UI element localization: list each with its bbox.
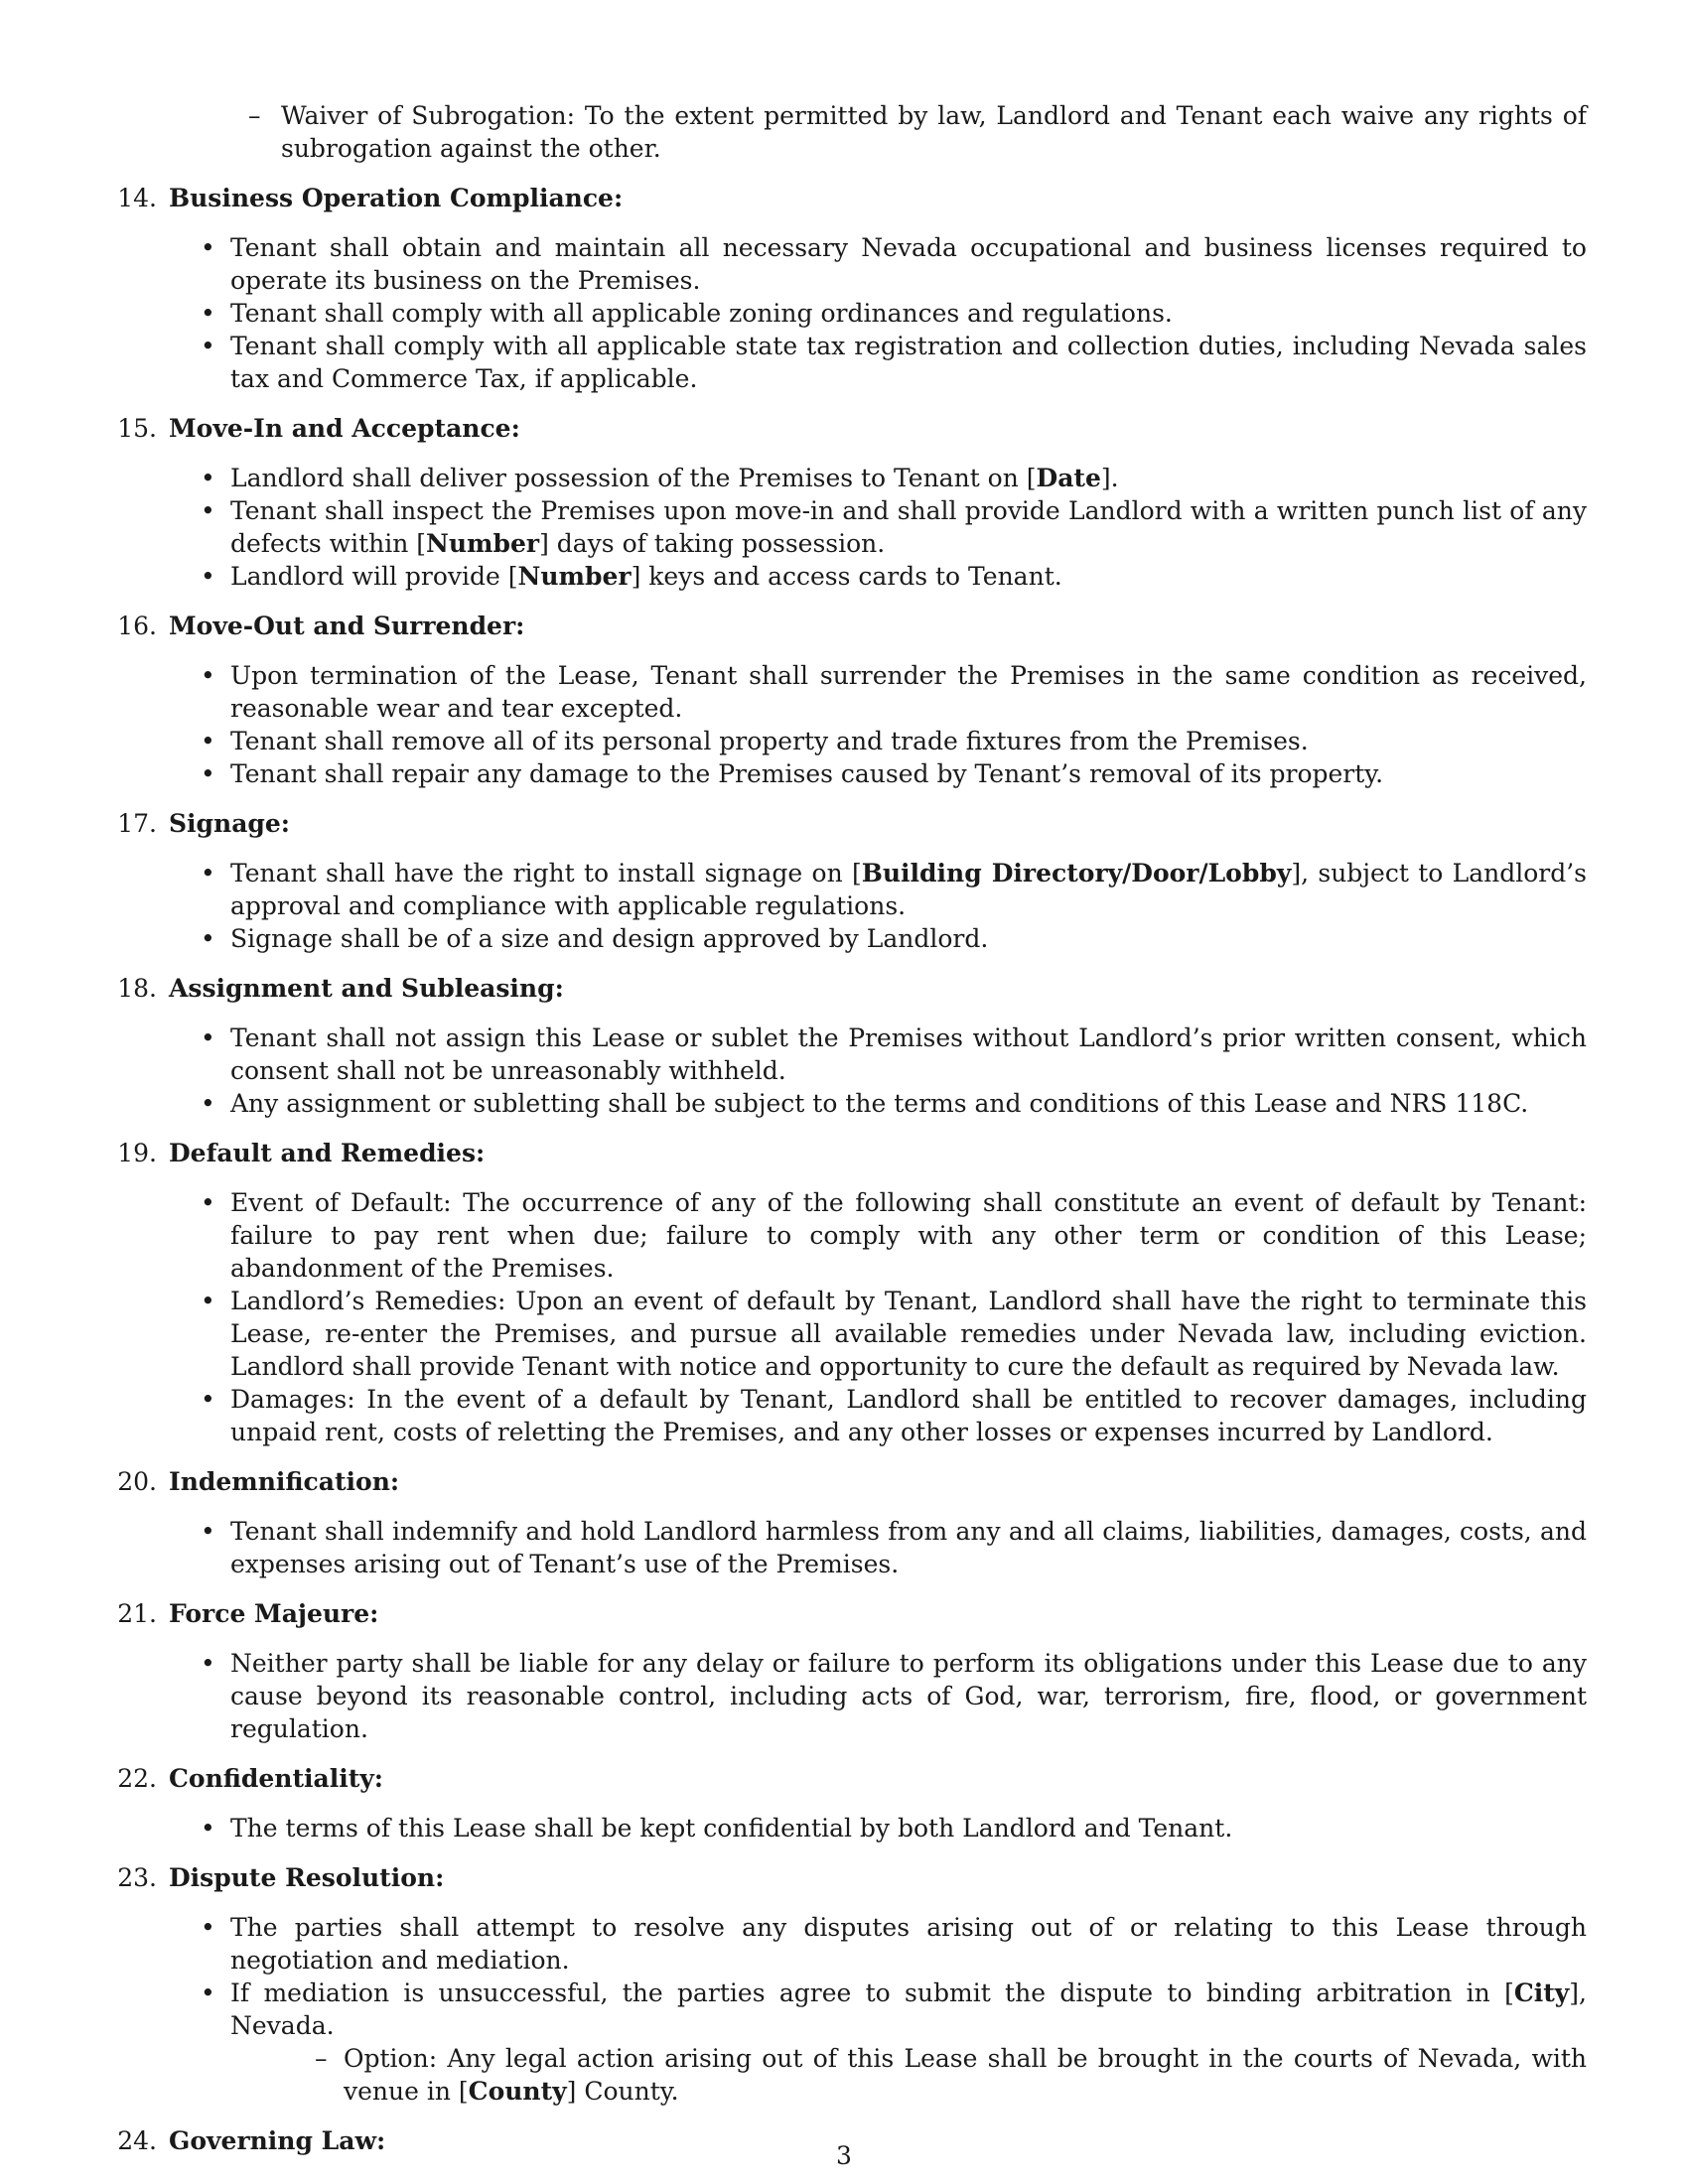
item-text-post: ], subject to Landlord’s approval and compliance with applicable regulations.	[230, 859, 1587, 920]
item-text-pre: If mediation is unsuccessful, the parties agree to submit the dispute to binding arbitration in [	[230, 1979, 1514, 2007]
bullet-marker: •	[201, 332, 215, 360]
item-text-post: ] County.	[566, 2077, 679, 2106]
list-item	[169, 659, 1587, 725]
item-text-post: ].	[1100, 464, 1119, 492]
lease-content	[117, 99, 1587, 2157]
section-heading	[117, 1465, 1587, 1498]
bullet-list	[169, 857, 1587, 955]
bullet-marker: •	[201, 859, 215, 887]
section-title: Business Operation Compliance:	[169, 184, 624, 212]
section-heading	[117, 972, 1587, 1005]
list-item	[169, 1383, 1587, 1448]
placeholder-field: Date	[1036, 464, 1101, 492]
bullet-marker: •	[201, 1814, 215, 1843]
item-text-post: ] keys and access cards to Tenant.	[631, 562, 1062, 591]
list-item	[169, 1812, 1587, 1844]
section-number: 15.	[117, 414, 157, 443]
section-20	[117, 1465, 1587, 1580]
section-heading	[117, 1137, 1587, 1169]
bullet-marker: •	[201, 562, 215, 591]
bullet-marker: •	[201, 1287, 215, 1315]
list-item	[169, 231, 1587, 297]
bullet-marker: •	[201, 1913, 215, 1942]
bullet-list	[169, 1515, 1587, 1580]
section-number: 14.	[117, 184, 157, 212]
placeholder-field: Number	[517, 562, 632, 591]
section-title: Assignment and Subleasing:	[169, 974, 564, 1003]
bullet-marker: •	[201, 1188, 215, 1217]
section-title: Default and Remedies:	[169, 1139, 486, 1167]
item-text: Landlord’s Remedies: Upon an event of default by Tenant, Landlord shall have the right to terminate this Lease, re-enter the Premises, and pursue all available remedies under Nevada law, including eviction. Landlord shall provide Tenant with notice and opportunity to cure the default as required by Nevada law.	[230, 1287, 1587, 1381]
bullet-marker: •	[201, 1385, 215, 1414]
item-text: Signage shall be of a size and design approved by Landlord.	[230, 924, 989, 953]
list-item	[169, 1515, 1587, 1580]
list-item	[169, 757, 1587, 790]
bullet-marker: •	[201, 233, 215, 262]
bullet-marker: •	[201, 1979, 215, 2007]
section-heading	[117, 1597, 1587, 1630]
section-title: Dispute Resolution:	[169, 1863, 445, 1892]
bullet-marker: •	[201, 496, 215, 525]
item-text: Tenant shall remove all of its personal property and trade fixtures from the Premises.	[230, 727, 1309, 755]
bullet-list	[169, 1022, 1587, 1120]
item-text: Tenant shall comply with all applicable zoning ordinances and regulations.	[230, 299, 1173, 328]
item-text: Tenant shall obtain and maintain all necessary Nevada occupational and business licenses required to operate its business on the Premises.	[230, 233, 1587, 295]
section-18	[117, 972, 1587, 1120]
list-item	[169, 560, 1587, 593]
item-text-pre: Landlord shall deliver possession of the Premises to Tenant on [	[230, 464, 1037, 492]
placeholder-field: Number	[426, 529, 540, 558]
list-item	[169, 297, 1587, 330]
item-text-pre: Option: Any legal action arising out of this Lease shall be brought in the courts of Nevada, with venue in [	[344, 2044, 1587, 2106]
section-heading	[117, 412, 1587, 445]
bullet-marker: •	[201, 1089, 215, 1118]
section-heading	[117, 807, 1587, 840]
bullet-list	[169, 462, 1587, 593]
section-23	[117, 1861, 1587, 2108]
bullet-marker: •	[201, 464, 215, 492]
section-number: 19.	[117, 1139, 157, 1167]
list-item	[169, 922, 1587, 955]
section-title: Governing Law:	[169, 2126, 386, 2155]
placeholder-field: Building Directory/Door/Lobby	[861, 859, 1292, 887]
list-item	[169, 1022, 1587, 1087]
section-heading	[117, 610, 1587, 642]
section-title: Signage:	[169, 809, 291, 838]
item-text-post: ], Nevada.	[230, 1979, 1587, 2040]
waiver-of-subrogation-text: Waiver of Subrogation: To the extent permitted by law, Landlord and Tenant each waive any rights of subrogation against the other.	[281, 101, 1587, 163]
section-number: 24.	[117, 2126, 157, 2155]
section-22	[117, 1762, 1587, 1844]
list-item	[169, 1977, 1587, 2108]
list-item	[169, 330, 1587, 395]
list-item	[169, 1647, 1587, 1745]
placeholder-field: County	[468, 2077, 567, 2106]
bullet-marker: •	[201, 759, 215, 788]
bullet-list	[169, 1812, 1587, 1844]
bullet-marker: •	[201, 924, 215, 953]
sub-list	[230, 2042, 1587, 2108]
bullet-marker: •	[201, 1024, 215, 1052]
list-item	[169, 857, 1587, 922]
item-text: Any assignment or subletting shall be subject to the terms and conditions of this Lease and NRS 118C.	[230, 1089, 1529, 1118]
bullet-list	[169, 659, 1587, 790]
bullet-marker: •	[201, 661, 215, 690]
bullet-list	[169, 1911, 1587, 2108]
placeholder-field: City	[1513, 1979, 1570, 2007]
section-number: 22.	[117, 1764, 157, 1793]
list-item	[169, 1087, 1587, 1120]
section-number: 20.	[117, 1467, 157, 1496]
section-21	[117, 1597, 1587, 1745]
list-item	[169, 1285, 1587, 1383]
section-number: 23.	[117, 1863, 157, 1892]
list-item	[169, 1186, 1587, 1285]
section-heading	[117, 1861, 1587, 1894]
section-number: 17.	[117, 809, 157, 838]
section-number: 21.	[117, 1599, 157, 1628]
section-heading	[117, 182, 1587, 214]
item-text: Damages: In the event of a default by Tenant, Landlord shall be entitled to recover damages, including unpaid rent, costs of reletting the Premises, and any other losses or expenses incurred by Landlord.	[230, 1385, 1587, 1446]
sections-list	[117, 182, 1587, 2157]
section-title: Move-In and Acceptance:	[169, 414, 520, 443]
section-title: Indemnification:	[169, 1467, 400, 1496]
list-item	[169, 494, 1587, 560]
item-text: The parties shall attempt to resolve any disputes arising out of or relating to this Lease through negotiation and mediation.	[230, 1913, 1587, 1975]
item-text-pre: Landlord will provide [	[230, 562, 518, 591]
item-text-pre: Tenant shall inspect the Premises upon move-in and shall provide Landlord with a written punch list of any defects within [	[230, 496, 1587, 558]
bullet-marker: •	[201, 1517, 215, 1546]
section-title: Confidentiality:	[169, 1764, 384, 1793]
item-text: Neither party shall be liable for any delay or failure to perform its obligations under this Lease due to any cause beyond its reasonable control, including acts of God, war, terrorism, fire, flood, or government regulation.	[230, 1649, 1587, 1743]
item-text-pre: Tenant shall have the right to install signage on [	[230, 859, 862, 887]
section-16	[117, 610, 1587, 790]
section-14	[117, 182, 1587, 395]
section-title: Move-Out and Surrender:	[169, 612, 525, 640]
bullet-list	[169, 1647, 1587, 1745]
dash-marker: –	[248, 101, 261, 130]
item-text: Event of Default: The occurrence of any of the following shall constitute an event of default by Tenant: failure to pay rent when due; failure to comply with any other term or condition of this Lease; abandonment of the Premises.	[230, 1188, 1587, 1283]
section-title: Force Majeure:	[169, 1599, 379, 1628]
item-text: The terms of this Lease shall be kept confidential by both Landlord and Tenant.	[230, 1814, 1233, 1843]
section-19	[117, 1137, 1587, 1448]
item-text-post: ] days of taking possession.	[539, 529, 886, 558]
item-text: Tenant shall indemnify and hold Landlord harmless from any and all claims, liabilities, damages, costs, and expenses arising out of Tenant’s use of the Premises.	[230, 1517, 1587, 1578]
sub-list-item	[230, 2042, 1587, 2108]
section-number: 18.	[117, 974, 157, 1003]
bullet-marker: •	[201, 299, 215, 328]
list-item	[169, 1911, 1587, 1977]
section-15	[117, 412, 1587, 593]
section-number: 16.	[117, 612, 157, 640]
waiver-of-subrogation-item	[117, 99, 1587, 165]
item-text: Tenant shall not assign this Lease or sublet the Premises without Landlord’s prior written consent, which consent shall not be unreasonably withheld.	[230, 1024, 1587, 1085]
list-item	[169, 725, 1587, 757]
bullet-list	[169, 231, 1587, 395]
section-heading	[117, 1762, 1587, 1795]
item-text: Tenant shall comply with all applicable state tax registration and collection duties, including Nevada sales tax and Commerce Tax, if applicable.	[230, 332, 1587, 393]
page-number: 3	[836, 2141, 852, 2170]
item-text: Tenant shall repair any damage to the Premises caused by Tenant’s removal of its property.	[230, 759, 1384, 788]
section-17	[117, 807, 1587, 955]
bullet-marker: •	[201, 727, 215, 755]
item-text: Upon termination of the Lease, Tenant shall surrender the Premises in the same condition as received, reasonable wear and tear excepted.	[230, 661, 1587, 723]
dash-marker: –	[315, 2044, 328, 2073]
bullet-list	[169, 1186, 1587, 1448]
bullet-marker: •	[201, 1649, 215, 1678]
list-item	[169, 462, 1587, 494]
